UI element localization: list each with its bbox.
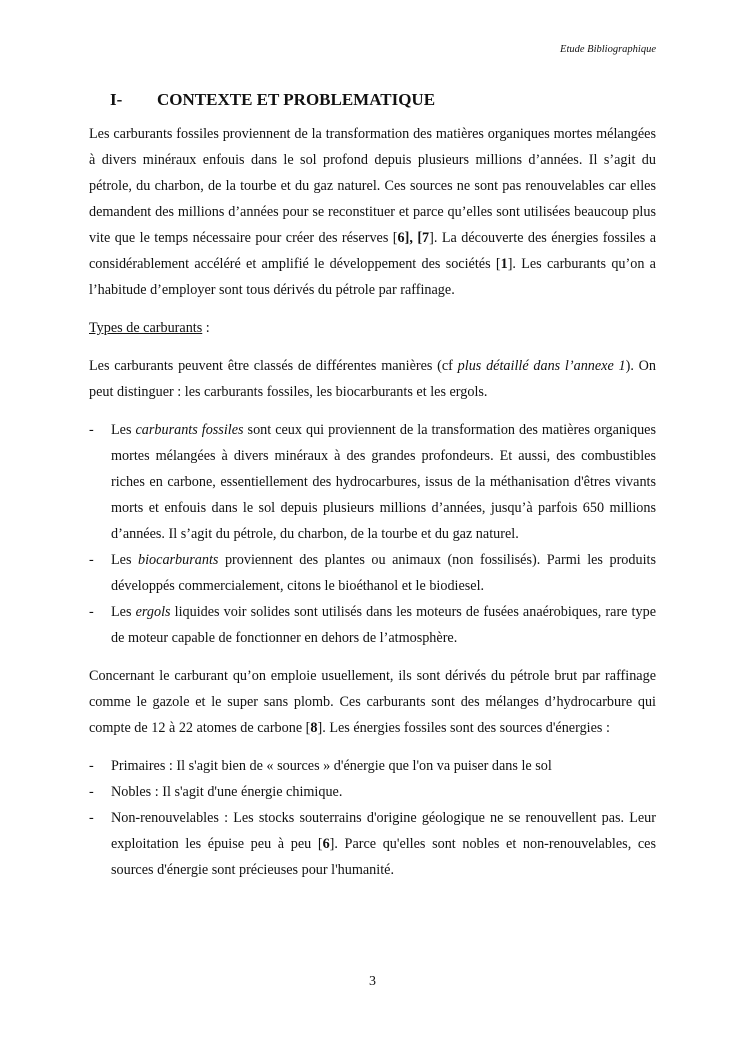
list-item-term: carburants fossiles [135,422,244,438]
section-title: CONTEXTE ET PROBLEMATIQUE [157,90,436,109]
fuel-types-list [89,417,656,651]
list-item-text: sont ceux qui proviennent de la transformation des matières organiques mortes mélangées à divers minéraux à des grandes profondeurs. Et aussi, des combustibles riches en carbone, essentiellement des hydrocarbures, issus de la méthanisation d'êtres vivants morts et enfouis dans le sol depuis plusieurs millions d’années, jusqu’à parfois 650 millions d’années. Il s’agit du pétrole, du charbon, de la tourbe et du gaz naturel. [111,422,656,542]
annex-reference: plus détaillé dans l’annexe 1 [457,358,626,374]
list-item [89,805,656,883]
types-heading-colon: : [202,320,210,336]
energy-properties-list [89,753,656,883]
document-body [89,121,656,883]
citation-ref: 6 [322,836,330,852]
list-item [89,753,656,779]
list-item [89,547,656,599]
page-number: 3 [369,974,376,989]
list-item-prefix: Les [111,422,136,438]
intro-text-3: ]. Les carburants qu’on a l’habitude d’employer sont tous dérivés du pétrole par raffinage. [89,256,656,298]
classification-paragraph [89,353,656,405]
intro-text-2: ]. La découverte des énergies fossiles a considérablement accéléré et amplifié le développement des sociétés [ [89,230,656,272]
classification-text-2: ). On peut distinguer : les carburants fossiles, les biocarburants et les ergols. [89,358,656,400]
list-item-prefix: Les [111,552,139,568]
list-item-text: proviennent des plantes ou animaux (non fossilisés). Parmi les produits développés commercialement, citons le bioéthanol et le biodiesel. [111,552,656,594]
intro-text-1: Les carburants fossiles proviennent de la transformation des matières organiques mortes mélangées à divers minéraux enfouis dans le sol profond depuis plusieurs millions d’années. Il s’agit du pétrole, du charbon, de la tourbe et du gaz naturel. Ces sources ne sont pas renouvelables car elles demandent des millions d’années pour se reconstituer et parce qu’elles sont utilisées beaucoup plus vite que le temps nécessaire pour créer des réserves [ [89,126,656,246]
list-item-text: liquides voir solides sont utilisés dans les moteurs de fusées anaérobiques, rare type de moteur capable de fonctionner en dehors de l’atmosphère. [111,604,656,646]
list-item [89,779,656,805]
list-item [89,417,656,547]
citation-ref: 6], [7 [397,230,430,246]
usage-text-2: ]. Les énergies fossiles sont des sources d'énergies : [317,720,610,736]
list-item-text: Non-renouvelables : Les stocks souterrains d'origine géologique ne se renouvellent pas. Leur exploitation les épuise peu à peu [ [111,810,656,852]
list-item-prefix: Les [111,604,136,620]
list-item-text: Nobles : Il s'agit d'une énergie chimique. [111,784,343,800]
list-item-text: Primaires : Il s'agit bien de « sources » d'énergie que l'on va puiser dans le sol [111,758,552,774]
list-item-term: biocarburants [138,552,219,568]
list-item [89,599,656,651]
classification-text-1: Les carburants peuvent être classés de différentes manières (cf [89,358,458,374]
usage-text-1: Concernant le carburant qu’on emploie usuellement, ils sont dérivés du pétrole brut par raffinage comme le gazole et le super sans plomb. Ces carburants sont des mélanges d’hydrocarbure qui compte de 12 à 22 atomes de carbone [ [89,668,656,736]
section-number: I- [110,90,123,109]
list-item-text: ]. Parce qu'elles sont nobles et non-renouvelables, ces sources d'énergie sont précieuses pour l'humanité. [111,836,656,878]
running-header: Etude Bibliographique [560,44,656,55]
list-item-term: ergols [135,604,171,620]
usage-paragraph [89,663,656,741]
types-heading-paragraph [89,315,656,341]
section-heading [110,90,435,110]
intro-paragraph [89,121,656,303]
citation-ref: 1 [500,256,508,272]
types-heading: Types de carburants [89,320,203,336]
citation-ref: 8 [310,720,318,736]
